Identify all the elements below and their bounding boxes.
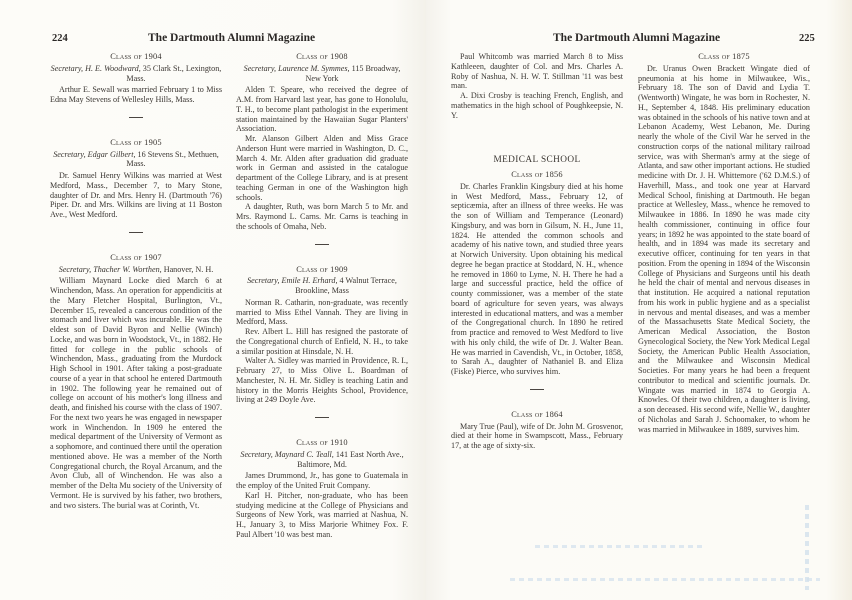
secretary-name: Edgar Gilbert,: [87, 149, 136, 159]
running-title: The Dartmouth Alumni Magazine: [553, 32, 721, 44]
section-title: MEDICAL SCHOOL: [493, 155, 581, 166]
class-heading: Class of 1905: [110, 137, 162, 147]
class-heading: Class of 1910: [296, 438, 348, 447]
secretary-address: 4 Walnut Terrace, Brookline, Mass: [295, 276, 397, 295]
secretary-name: Laurence M. Symmes,: [278, 63, 350, 73]
bleed-through-decoration: [805, 505, 809, 590]
class-heading: Class of 1875: [698, 52, 750, 61]
class-section-1856: [451, 170, 623, 377]
secretary-line: [236, 64, 408, 84]
secretary-name: H. E. Woodward,: [85, 63, 141, 73]
paragraph: Mr. Alanson Gilbert Alden and Miss Grace Anderson Hunt were married in Washington, D. C., March 4. Mr. Alden after graduation did graduate work in German and assisted in the catalogue department of the College Library, and is at present teaching German in one of the Washington high schools.: [236, 134, 408, 202]
class-heading: Class of 1909: [296, 264, 348, 274]
class-section-1910: [236, 438, 408, 540]
paragraph: Norman R. Catharin, non-graduate, was recently married to Miss Ethel Vannah. They are living in Medford, Mass.: [236, 297, 408, 327]
secretary-address: 141 East North Ave., Baltimore, Md.: [297, 449, 404, 469]
right-page-header: [426, 32, 852, 46]
secretary-line: [50, 64, 222, 84]
paragraph: Walter A. Sidley was married in Providence, R. I., February 27, to Miss Olive L. Boardman of Manchester, N. H. Mr. Sidley is teaching Latin and history in the Morris Heights School, Providence, living at 249 Doyle Ave.: [236, 356, 408, 405]
bleed-through-decoration: [510, 578, 820, 581]
page-number: 225: [799, 33, 815, 44]
secretary-name: Thacher W. Worthen,: [93, 264, 162, 274]
section-divider: [129, 232, 143, 233]
class-section-1905: [50, 138, 222, 220]
secretary-label: Secretary,: [240, 449, 273, 459]
secretary-name: Maynard C. Teall,: [274, 449, 334, 459]
paragraph: Karl H. Pitcher, non-graduate, who has been studying medicine at the College of Physicians and Surgeons of New York, was married at Nashua, N. H., January 3, to Miss Marjorie Whitney Fox. F. Paul Albert '10 was best man.: [236, 490, 408, 539]
secretary-line: [236, 450, 408, 470]
class-heading: Class of 1904: [110, 52, 162, 61]
secretary-label: Secretary,: [243, 63, 277, 73]
section-divider: [315, 244, 329, 245]
section-divider: [129, 117, 143, 118]
secretary-label: Secretary,: [247, 276, 280, 286]
class-heading: Class of 1864: [511, 409, 563, 419]
page-number: 224: [52, 33, 68, 44]
class-heading: Class of 1907: [110, 252, 162, 262]
paragraph: James Drummond, Jr., has gone to Guatemala in the employ of the United Fruit Company.: [236, 471, 408, 490]
paragraph: Dr. Uranus Owen Brackett Wingate died of pneumonia at his home in Milwaukee, Wis., February 18. The son of David and Lydia T. (Wentworth) Wingate, he was born in Rochester, N. H., September 4, 1848. His preliminary education was obtained in the schools of his native town and at Lebanon Academy, West Lebanon, Me. During nearly the whole of the Civil War he served in the construction corps of the national military railroad service, was with Sherman's army at the siege of Atlanta, and saw other important actions. He studied medicine with Dr. J. H. Whittemore ('62 D.M.S.) of Haverhill, Mass., and took one year at Harvard Medical School, finishing at Dartmouth. He began practice at Wellesley, Mass., whence he removed to Milwaukee in 1886. In 1890 he was made city health commissioner, continuing in office four years; in 1892 he was appointed to the state board of health, and in 1894 was made its secretary and executive officer, continuing for ten years in that position. From the opening in 1894 of the Wisconsin College of Physicians and Surgeons until his death he held the chair of mental and nervous diseases in that institution. He acquired a national reputation from his work in public hygiene and as a specialist in nervous and mental diseases, and was a member of the Massachusetts State Medical Society, the American Medical Association, the Boston Gynecological Society, the New York Medical Legal Society, the American Public Health Association, and the Milwaukee and Wisconsin Medical Societies. For many years he had been a frequent contributor to medical and scientific journals. Dr. Wingate was married in 1874 to Georgia A. Knowles. Of their two children, a daughter is living, a son deceased. His second wife, Nellie W., daughter of Nicholas and Sarah J. Schoomaker, to whom he was married in Milwaukee in 1889, survives him.: [638, 63, 810, 434]
paragraph: William Maynard Locke died March 6 at Winchendon, Mass. An operation for appendicitis at the Mary Fletcher Hospital, Burlington, Vt., December 15, revealed a cancerous condition of the stomach and liver which was incurable. He was the eldest son of David Byron and Nellie (Winch) Locke, and was born in Woodstock, Vt., in 1882. He fitted for college in the public schools of Winchendon, Mass., graduating from the Murdock High School in 1901. After taking a post-graduate course of a year in that school he entered Dartmouth in 1902. The following year he remained out of college on account of his mother's long illness and death, and finished his course with the class of 1907. For the next two years he was engaged in newspaper work in Winchendon. In 1909 he entered the medical department of the University of Vermont as a sophomore, and continued there until the operation mentioned above. He was a member of the North Congregational church, the Royal Arcanum, and the Avon Club, all of Winchendon. He was also a member of the Delta Mu society of the University of Vermont. He is survived by his father, two brothers, and two sisters. The burial was at Corinth, Vt.: [50, 276, 222, 510]
section-divider: [530, 389, 544, 390]
left-page-header: [0, 32, 426, 46]
paragraph: Dr. Samuel Henry Wilkins was married at West Medford, Mass., December 7, to Mary Stone, daughter of Dr. and Mrs. Henry H. (Dartmouth '76) Piper. Dr. and Mrs. Wilkins are living at 11 Boston Ave., West Medford.: [50, 171, 222, 219]
running-title: The Dartmouth Alumni Magazine: [148, 32, 316, 44]
left-column-1: [50, 52, 222, 510]
class-section-1907: [50, 253, 222, 511]
secretary-address: 35 Clark St., Lexington, Mass.: [126, 63, 222, 83]
class-section-1909: [236, 265, 408, 406]
class-heading: Class of 1908: [296, 52, 348, 61]
paragraph: Alden T. Speare, who received the degree of A.M. from Harvard last year, has gone to Honolulu, T. H., to become plant pathologist in the experiment station maintained by the Hawaiian Sugar Planters' Association.: [236, 85, 408, 134]
paragraph: Arthur E. Sewall was married February 1 to Miss Edna May Stevens of Wellesley Hills, Mass.: [50, 85, 222, 104]
class-section-1864: [451, 410, 623, 451]
secretary-label: Secretary,: [50, 63, 84, 73]
secretary-address: Hanover, N. H.: [163, 264, 214, 274]
secretary-address: 16 Stevens St., Methuen, Mass.: [126, 149, 219, 169]
right-column-2: [638, 52, 810, 434]
class-heading: Class of 1856: [511, 170, 563, 179]
secretary-line: [50, 150, 222, 170]
secretary-name: Emile H. Erhard,: [281, 276, 338, 286]
paragraph: Mary True (Paul), wife of Dr. John M. Grosvenor, died at their home in Swampscott, Mass., February 17, at the age of sixty-six.: [451, 421, 623, 450]
paragraph: Paul Whitcomb was married March 8 to Miss Kathleeen, daughter of Col. and Mrs. Charles A. Roby of Nashua, N. H. W. T. Stillman '11 was best man.: [451, 52, 623, 91]
right-page: [426, 0, 852, 600]
secretary-label: Secretary,: [53, 149, 86, 159]
class-section-1908: [236, 52, 408, 232]
bleed-through-decoration: [535, 545, 705, 548]
right-column-1: [451, 52, 623, 451]
class-section-1875: [638, 52, 810, 434]
left-column-2: [236, 52, 408, 540]
secretary-label: Secretary,: [58, 264, 92, 274]
secretary-line: [236, 276, 408, 296]
class-section-1904: [50, 52, 222, 105]
paragraph: Dr. Charles Franklin Kingsbury died at his home in West Medford, Mass., February 12, of septicæmia, after an illness of three weeks. He was the son of William and Temperance (Leonard) Kingsbury, and was born in Gilsum, N. H., June 11, 1824. He attended the common schools and academy of his native town, and studied three years at Norwich University. Upon obtaining his medical degree he began practice at Stoddard, N. H., whence he removed in 1860 to Lyme, N. H. There he had a large and successful practice, held the office of county commissioner, was a member of the state board of agriculture for seven years, was always interested in educational matters, and was a member of the Congregational church. In 1890 he retired from practice and removed to West Medford to live with his only child, the wife of Dr. J. Walter Bean. He was married in Cavendish, Vt., in October, 1858, to Sarah A., daughter of Nathaniel B. and Eliza (Fiske) Pierce, who survives him.: [451, 181, 623, 376]
paragraph: Rev. Albert L. Hill has resigned the pastorate of the Congregational church of Enfield, N. H., to take a similar position at Hinsdale, N. H.: [236, 327, 408, 356]
paragraph: A daughter, Ruth, was born March 5 to Mr. and Mrs. Raymond L. Carns. Mr. Carns is teaching in the schools of Omaha, Neb.: [236, 202, 408, 231]
paragraph: A. Dixi Crosby is teaching French, English, and mathematics in the high school of Poughkeepsie, N. Y.: [451, 91, 623, 120]
secretary-address: 115 Broadway, New York: [305, 63, 401, 83]
secretary-line: [50, 265, 222, 275]
section-divider: [315, 417, 329, 418]
